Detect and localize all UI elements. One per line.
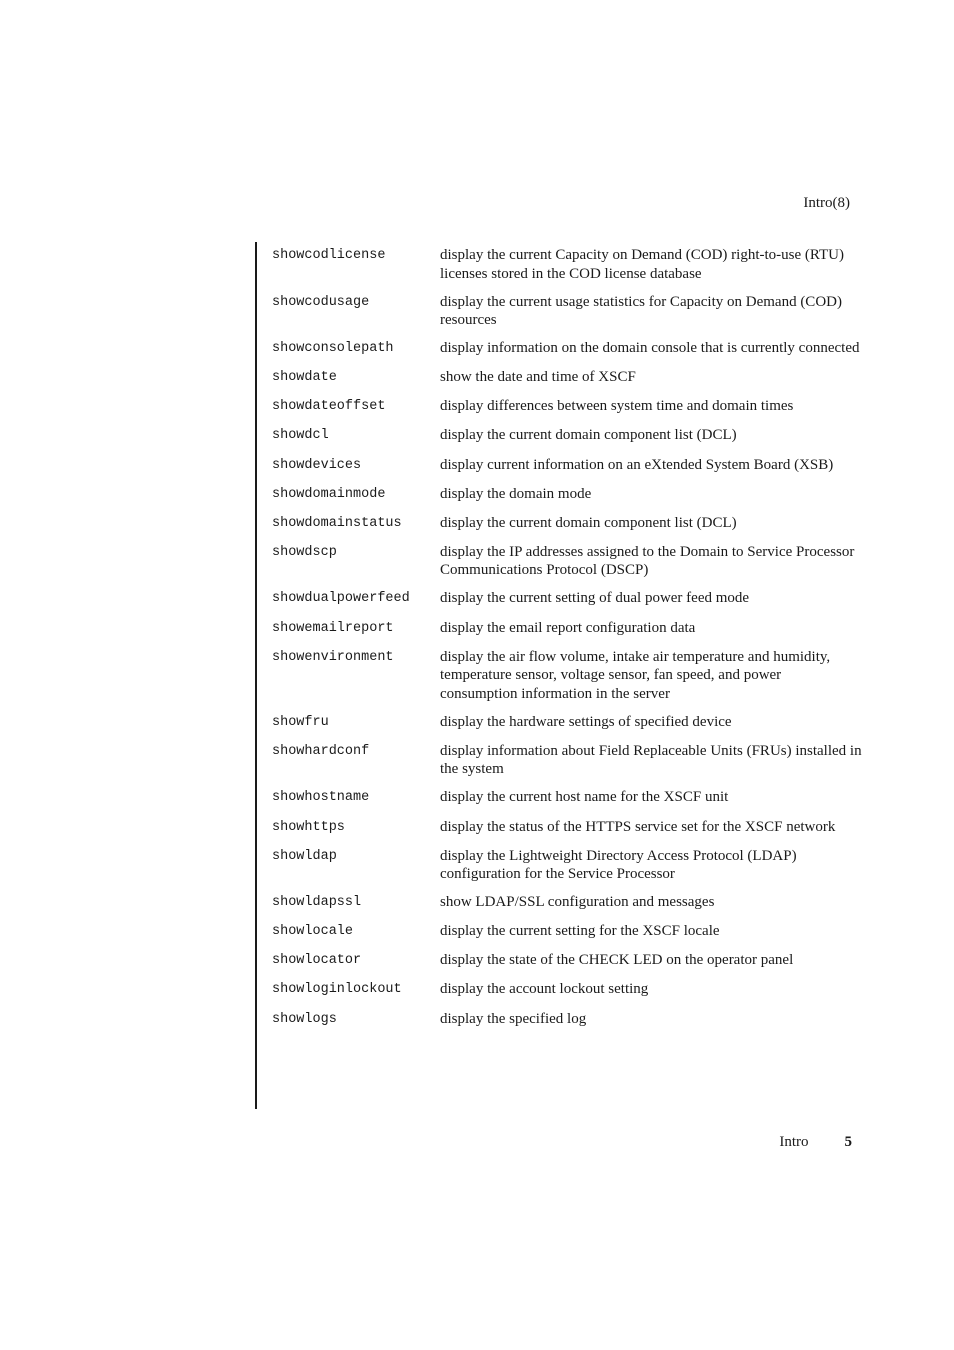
- command-row: [272, 589, 862, 609]
- command-row: [272, 397, 862, 417]
- command-row: [272, 426, 862, 446]
- command-description: display the account lockout setting: [440, 981, 649, 998]
- command-name: showenvironment: [272, 649, 394, 665]
- command-name: showdualpowerfeed: [272, 591, 410, 607]
- command-name: showlocale: [272, 924, 354, 940]
- command-name: showldap: [272, 848, 337, 864]
- command-row: [272, 543, 862, 580]
- command-description: show the date and time of XSCF: [440, 369, 636, 386]
- command-row: [272, 485, 862, 505]
- page-header: Intro(8): [803, 195, 850, 211]
- command-description: display the current Capacity on Demand (COD) right-to-use (RTU) licenses stored in the COD license database: [440, 247, 844, 282]
- command-name: showdomainmode: [272, 486, 386, 502]
- command-name: showldapssl: [272, 895, 362, 911]
- command-row: [272, 293, 862, 330]
- command-description: display current information on an eXtended System Board (XSB): [440, 456, 834, 473]
- command-row: [272, 893, 862, 913]
- command-description: display the current setting for the XSCF locale: [440, 923, 720, 940]
- command-name: showdateoffset: [272, 399, 386, 415]
- command-row: [272, 818, 862, 838]
- command-row: [272, 713, 862, 733]
- command-description: display the IP addresses assigned to the Domain to Service Processor Communications Protocol (DSCP): [440, 543, 855, 579]
- command-name: showdate: [272, 370, 337, 386]
- command-name: showdscp: [272, 544, 337, 560]
- command-name: showemailreport: [272, 620, 394, 636]
- command-name: showhttps: [272, 819, 345, 835]
- command-name: showloginlockout: [272, 982, 402, 998]
- page-footer: [779, 1133, 852, 1151]
- command-name: showlocator: [272, 953, 362, 969]
- command-description: display the current usage statistics for Capacity on Demand (COD) resources: [440, 293, 842, 329]
- command-name: showconsolepath: [272, 341, 394, 357]
- command-description: display the current host name for the XSCF unit: [440, 789, 729, 806]
- command-name: showdcl: [272, 428, 329, 444]
- command-row: [272, 648, 862, 704]
- command-description: display the current domain component list (DCL): [440, 514, 737, 531]
- command-row: [272, 951, 862, 971]
- command-row: [272, 788, 862, 808]
- change-bar: [255, 242, 257, 1109]
- command-row: [272, 246, 862, 283]
- command-description: display the domain mode: [440, 485, 592, 502]
- command-description: display the status of the HTTPS service set for the XSCF network: [440, 818, 836, 835]
- command-row: [272, 619, 862, 639]
- command-row: [272, 922, 862, 942]
- command-description: display the current setting of dual power feed mode: [440, 590, 750, 607]
- command-name: showhardconf: [272, 743, 370, 759]
- command-description: display the air flow volume, intake air temperature and humidity, temperature sensor, voltage sensor, fan speed, and power consumption information in the server: [440, 648, 831, 702]
- command-name: showcodusage: [272, 294, 370, 310]
- command-name: showfru: [272, 714, 329, 730]
- command-row: [272, 514, 862, 534]
- command-name: showdevices: [272, 457, 362, 473]
- command-description: display information on the domain console that is currently connected: [440, 340, 860, 357]
- command-row: [272, 456, 862, 476]
- command-description: display the current domain component list (DCL): [440, 427, 737, 444]
- command-description: display the specified log: [440, 1010, 587, 1027]
- command-name: showdomainstatus: [272, 515, 402, 531]
- command-row: [272, 980, 862, 1000]
- command-row: [272, 368, 862, 388]
- footer-label: Intro: [779, 1134, 809, 1150]
- command-description: display the Lightweight Directory Access Protocol (LDAP) configuration for the Service Processor: [440, 847, 797, 883]
- command-row: [272, 1010, 862, 1030]
- command-row: [272, 339, 862, 359]
- page-number: 5: [844, 1134, 852, 1150]
- command-description: display the hardware settings of specified device: [440, 713, 732, 730]
- command-description: display the state of the CHECK LED on the operator panel: [440, 952, 794, 969]
- command-row: [272, 847, 862, 884]
- command-list: [272, 246, 862, 1039]
- command-description: show LDAP/SSL configuration and messages: [440, 894, 715, 911]
- command-description: display the email report configuration data: [440, 619, 696, 636]
- command-name: showcodlicense: [272, 248, 386, 263]
- command-row: [272, 742, 862, 779]
- command-description: display information about Field Replaceable Units (FRUs) installed in the system: [440, 742, 862, 778]
- command-name: showhostname: [272, 790, 370, 806]
- command-name: showlogs: [272, 1011, 337, 1027]
- command-description: display differences between system time and domain times: [440, 398, 794, 415]
